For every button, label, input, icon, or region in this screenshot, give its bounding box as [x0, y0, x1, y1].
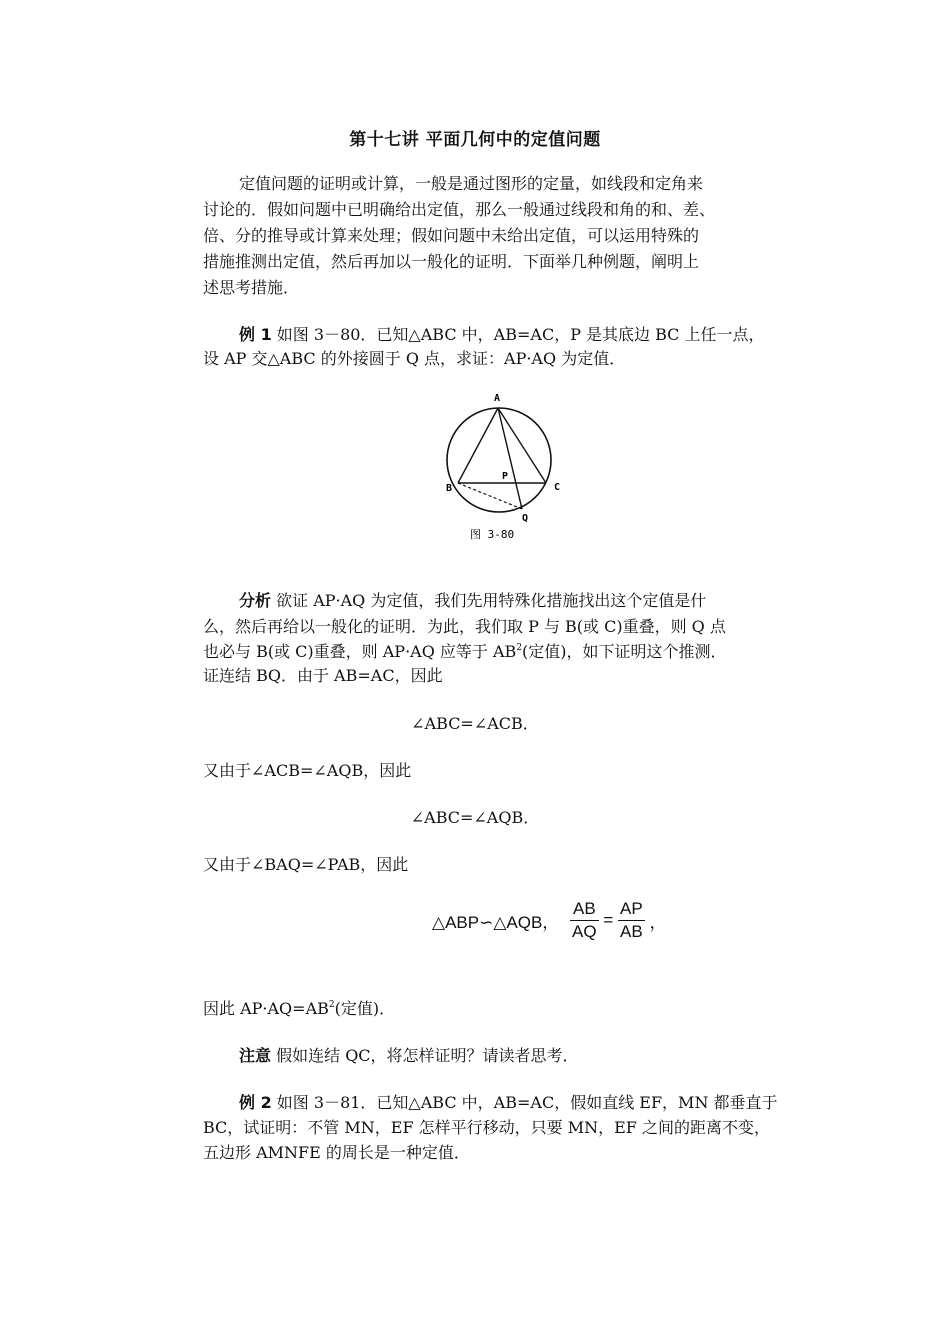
- point-p-label: P: [502, 471, 509, 482]
- intro-line-1: 定值问题的证明或计算，一般是通过图形的定量，如线段和定角来: [239, 174, 704, 193]
- analysis-line-2: 么，然后再给以一般化的证明．为此，我们取 P 与 B(或 C)重叠，则 Q 点: [203, 617, 726, 636]
- figure-3-80: [440, 388, 590, 548]
- note-text: 假如连结 QC，将怎样证明？请读者思考．: [271, 1046, 579, 1065]
- note-label: 注意: [239, 1046, 272, 1065]
- analysis-text-1: 欲证 AP·AQ 为定值，我们先用特殊化措施找出这个定值是什: [271, 591, 707, 610]
- example2-line-1: [239, 1090, 778, 1116]
- segment-bq: [458, 483, 522, 509]
- fraction-right-denominator: AB: [620, 922, 643, 941]
- example2-label: 例 2: [239, 1093, 272, 1112]
- then-line-1: 又由于∠ACB=∠AQB，因此: [203, 761, 412, 780]
- similarity-text: △ABP∽△AQB，: [432, 913, 560, 932]
- segment-aq: [498, 408, 522, 509]
- point-q-label: Q: [522, 513, 529, 524]
- then-line-2: 又由于∠BAQ=∠PAB，因此: [203, 855, 409, 874]
- example2-line-3: 五边形 AMNFE 的周长是一种定值．: [203, 1143, 470, 1162]
- equals-sign: =: [603, 910, 614, 930]
- point-c-label: C: [554, 482, 561, 493]
- page-title: 第十七讲 平面几何中的定值问题: [349, 130, 601, 150]
- intro-line-3: 倍、分的推导或计算来处理；假如问题中未给出定值，可以运用特殊的: [203, 226, 700, 245]
- note-line: [239, 1043, 579, 1069]
- fraction-left: [570, 898, 599, 943]
- analysis-line-4: 证连结 BQ．由于 AB=AC，因此: [203, 666, 443, 685]
- equation-2: ∠ABC=∠AQB．: [410, 808, 540, 827]
- intro-line-4: 措施推测出定值，然后再加以一般化的证明．下面举几种例题，阐明上: [203, 252, 700, 271]
- example1-text-1: 如图 3－80．已知△ABC 中，AB=AC，P 是其底边 BC 上任一点，: [271, 325, 765, 344]
- circumcircle: [447, 408, 551, 512]
- similarity-formula: [432, 898, 666, 943]
- intro-line-5: 述思考措施．: [203, 278, 300, 297]
- analysis-label: 分析: [239, 591, 272, 610]
- analysis-line-3: [203, 639, 727, 665]
- point-a-label: A: [494, 393, 501, 404]
- formula-comma: ，: [649, 913, 667, 932]
- conclusion-line: [203, 996, 395, 1022]
- analysis-line-1: [239, 588, 706, 614]
- example2-line-2: BC，试证明：不管 MN，EF 怎样平行移动，只要 MN，EF 之间的距离不变，: [203, 1118, 770, 1137]
- figure-caption: 图 3-80: [470, 528, 515, 541]
- example1-line-2: 设 AP 交△ABC 的外接圆于 Q 点，求证：AP·AQ 为定值．: [203, 349, 626, 368]
- segment-ab: [458, 408, 498, 483]
- fraction-left-numerator: AB: [570, 898, 599, 921]
- example2-text-1: 如图 3－81．已知△ABC 中，AB=AC，假如直线 EF，MN 都垂直于: [271, 1093, 778, 1112]
- analysis-superscript: 2: [516, 643, 523, 653]
- conclusion-text-a: 因此 AP·AQ=AB: [203, 999, 329, 1018]
- equation-1: ∠ABC=∠ACB．: [411, 714, 539, 733]
- conclusion-text-b: (定值)．: [334, 999, 396, 1018]
- point-b-label: B: [446, 483, 453, 494]
- intro-line-2: 讨论的．假如问题中已明确给出定值，那么一般通过线段和角的和、差、: [203, 200, 716, 219]
- example1-label: 例 1: [239, 325, 272, 344]
- analysis-text-3a: 也必与 B(或 C)重叠，则 AP·AQ 应等于 AB: [203, 642, 517, 661]
- example1-line-1: [239, 322, 765, 348]
- fraction-right-numerator: AP: [618, 898, 645, 921]
- conclusion-superscript: 2: [328, 1000, 335, 1010]
- analysis-text-3b: (定值)，如下证明这个推测．: [522, 642, 727, 661]
- fraction-right: [618, 898, 645, 943]
- fraction-left-denominator: AQ: [572, 922, 597, 941]
